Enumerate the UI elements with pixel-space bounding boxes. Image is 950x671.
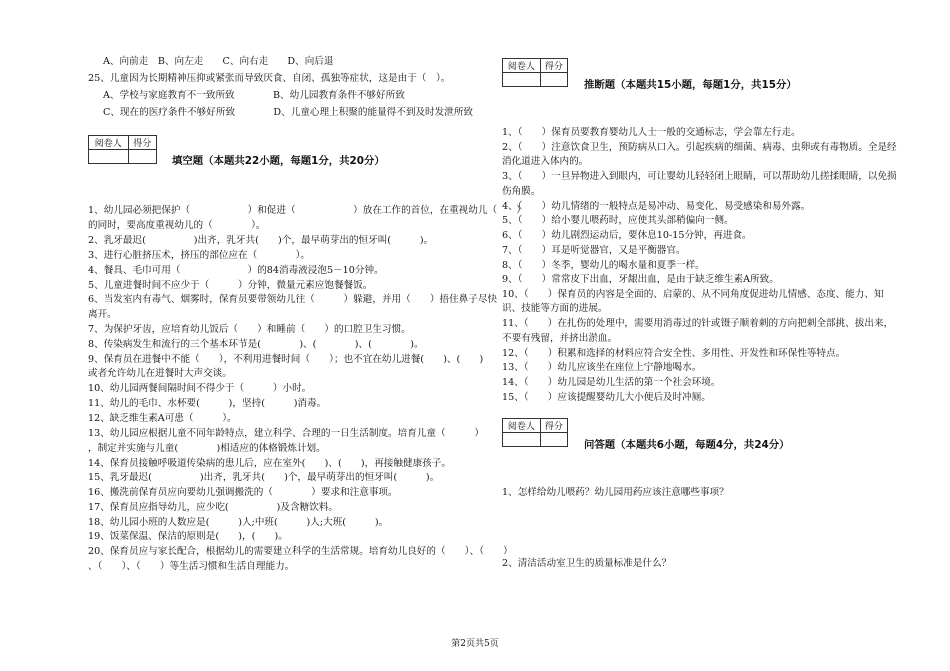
qa-question: 1、怎样给幼儿喂药？幼儿园用药应该注意哪些事项？ bbox=[502, 487, 729, 498]
judge-item: 11、（ ）在扎伤的处理中，需要用消毒过的针或镊子顺着刺的方向把刺全部挑、拔出来， bbox=[502, 318, 894, 329]
fill-item: 14、保育员接触呼吸道传染病的患儿后，应在室外( )、( )，再接触健康孩子。 bbox=[88, 458, 451, 469]
fill-item: 、（ ）、（ ）等生活习惯和生活自理能力。 bbox=[88, 561, 295, 572]
judge-item: 不要有残留，并挤出淤血。 bbox=[502, 333, 618, 344]
judge-item: 6、（ ）幼儿剧烈运动后，要休息10-15分钟，再进食。 bbox=[502, 230, 752, 241]
fill-item: 7、为保护牙齿，应培育幼儿饭后（ ）和睡前（ ）的口腔卫生习惯。 bbox=[88, 324, 411, 335]
fill-item: 19、饭菜保温、保洁的原则是( )，( )。 bbox=[88, 531, 288, 542]
fill-item: 5、儿童进餐时间不应少于（ ）分钟，微量元素应饱餐餐饭。 bbox=[88, 280, 373, 291]
judge-item: 4、（ ）幼儿情绪的一般特点是易冲动、易变化、易受感染和易外露。 bbox=[502, 201, 811, 212]
judge-item: 5、（ ）给小婴儿喂药时，应使其头部稍偏向一侧。 bbox=[502, 215, 734, 226]
q24-options: A、向前走 B、向左走 C、向右走 D、向后退 bbox=[103, 56, 334, 67]
fill-item: 或者允许幼儿在进餐时大声交谈。 bbox=[88, 368, 232, 379]
fill-item: 13、幼儿园应根据儿童不同年龄特点，建立科学、合理的一日生活制度。培育儿童（ ） bbox=[88, 428, 484, 439]
fill-item: 12、缺乏维生素A可患（ ）。 bbox=[88, 413, 237, 424]
fill-item: 4、餐具、毛巾可用（ ）的84消毒液浸泡5－10分钟。 bbox=[88, 265, 384, 276]
judge-item: 9、（ ）常常皮下出血，牙龈出血，是由于缺乏维生素A所致。 bbox=[502, 274, 779, 285]
score-label: 得分 bbox=[540, 419, 567, 433]
judge-item: 12、（ ）积累和选择的材料应符合安全性、多用性、开发性和环保性等特点。 bbox=[502, 348, 846, 359]
fill-item: 20、保育员应与家长配合，根据幼儿的需要建立科学的生活常规。培育幼儿良好的（ ）、（ ） bbox=[88, 546, 513, 557]
score-cell[interactable] bbox=[540, 433, 567, 447]
fill-item: 1、幼儿园必须把保护（ ）和促进（ ）放在工作的首位，在重视幼儿（ ） bbox=[88, 205, 526, 216]
fill-item: 的同时，要高度重视幼儿的（ ）。 bbox=[88, 220, 266, 231]
grader-cell[interactable] bbox=[503, 73, 541, 87]
fill-item: ，制定并实施与儿童( )相适应的体格锻炼计划。 bbox=[88, 443, 326, 454]
score-cell[interactable] bbox=[128, 150, 156, 164]
fill-item: 2、乳牙最迟( )出齐，乳牙共( )个，最早萌芽出的恒牙叫( )。 bbox=[88, 235, 434, 246]
judge-item: 10、（ ）保育员的内容是全面的、启蒙的、从不同角度促进幼儿情感、态度、能力、知 bbox=[502, 289, 884, 300]
judge-item: 识、技能等方面的进展。 bbox=[502, 303, 608, 314]
section-title-judge: 推断题（本题共15小题，每题1分，共15分） bbox=[584, 79, 797, 91]
section-title-fill: 填空题（本题共22小题，每题1分，共20分） bbox=[172, 155, 385, 167]
page-number: 第2页共5页 bbox=[451, 639, 499, 649]
grader-cell[interactable] bbox=[89, 150, 129, 164]
fill-item: 16、搬洗前保育员应向要幼儿强调搬洗的（ ）要求和注意事项。 bbox=[88, 487, 398, 498]
q25-options-cd: C、现在的医疗条件不够好所致 D、儿童心理上积聚的能量得不到及时发泄所致 bbox=[103, 107, 473, 118]
score-box-judge bbox=[502, 58, 568, 87]
section-title-qa: 问答题（本题共6小题，每题4分，共24分） bbox=[584, 439, 790, 451]
judge-item: 13、（ ）幼儿应该坐在座位上宁静地喝水。 bbox=[502, 362, 702, 373]
qa-question: 2、清洁活动室卫生的质量标准是什么？ bbox=[502, 558, 672, 569]
grader-label: 阅卷人 bbox=[503, 59, 541, 73]
fill-item: 8、传染病发生和流行的三个基本环节是( )、( )、( )。 bbox=[88, 339, 424, 350]
grader-cell[interactable] bbox=[503, 433, 541, 447]
q25-options-ab: A、学校与家庭教育不一致所致 B、幼儿园教育条件不够好所致 bbox=[103, 90, 405, 101]
score-box-qa bbox=[502, 418, 568, 447]
judge-item: 14、（ ）幼儿园是幼儿生活的第一个社会环境。 bbox=[502, 377, 721, 388]
judge-item: 2、（ ）注意饮食卫生，预防病从口入。引起疾病的细菌、病毒、虫卵或有毒物质。全是经 bbox=[502, 142, 897, 153]
fill-item: 17、保育员应指导幼儿，应少吃( )及含糖饮料。 bbox=[88, 502, 338, 513]
q25-question: 25、儿童因为长期精神压抑或紧张而导致厌食、自闭、孤独等症状，这是由于（ ）。 bbox=[88, 73, 451, 84]
fill-item: 离开。 bbox=[88, 309, 117, 320]
score-cell[interactable] bbox=[540, 73, 567, 87]
fill-item: 15、乳牙最迟( )出齐，乳牙共( )个，最早萌芽出的恒牙叫( )。 bbox=[88, 472, 440, 483]
score-label: 得分 bbox=[540, 59, 567, 73]
judge-item: 15、（ ）应该提醒婴幼儿大小便后及时冲厕。 bbox=[502, 392, 711, 403]
score-label: 得分 bbox=[128, 136, 156, 150]
judge-item: 伤角膜。 bbox=[502, 186, 541, 197]
score-box-fill bbox=[88, 135, 157, 164]
judge-item: 8、（ ）冬季，婴幼儿的喝水量和夏季一样。 bbox=[502, 260, 705, 271]
grader-label: 阅卷人 bbox=[503, 419, 541, 433]
fill-item: 3、进行心脏挤压术，挤压的部位应在（ ）。 bbox=[88, 250, 310, 261]
fill-item: 11、幼儿的毛巾、水杯要( )，坚持( )消毒。 bbox=[88, 398, 327, 409]
fill-item: 10、幼儿园两餐间隔时间不得少于（ ）小时。 bbox=[88, 383, 312, 394]
judge-item: 7、（ ）耳是听觉器官，又是平衡器官。 bbox=[502, 245, 686, 256]
grader-label: 阅卷人 bbox=[89, 136, 129, 150]
fill-item: 9、保育员在进餐中不能（ ），不利用进餐时间（ ）；也不宜在幼儿进餐( )、( ) bbox=[88, 354, 484, 365]
judge-item: 消化道进入体内的。 bbox=[502, 156, 589, 167]
judge-item: 1、（ ）保育员要教育婴幼儿人士一般的交通标志，学会靠左行走。 bbox=[502, 127, 801, 138]
fill-item: 6、当发室内有毒气、烟雾时，保育员要带领幼儿往（ ）躲避，并用（ ）捂住鼻子尽快 bbox=[88, 294, 498, 305]
judge-item: 3、（ ）一旦异物进入到眼内，可让婴幼儿轻轻闭上眼睛，可以帮助幼儿搓揉眼睛，以免损 bbox=[502, 171, 897, 182]
fill-item: 18、幼儿园小班的人数应是( )人;中班( )人;大班( )。 bbox=[88, 517, 389, 528]
